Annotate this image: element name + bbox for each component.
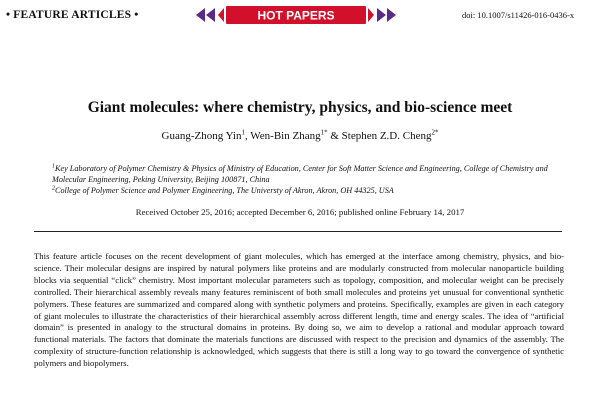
affiliation-text: Key Laboratory of Polymer Chemistry & Physics of Ministry of Education, Center for Soft Matter Science and Engineering, College of Chemistry and Molecular Engineering, Peking University, Beijing 100871, China [52, 164, 548, 184]
divider [34, 231, 562, 232]
left-inner-arrow-icon [206, 8, 215, 22]
article-title: Giant molecules: where chemistry, physics, and bio-science meet [87, 99, 513, 116]
author-name: Guang-Zhong Yin [161, 130, 242, 142]
banner-label: HOT PAPERS [257, 8, 335, 23]
author-affiliation-mark: 2* [431, 128, 439, 137]
left-outer-arrow-icon [196, 8, 205, 22]
author-affiliation-mark: 1* [320, 128, 328, 137]
abstract: This feature article focuses on the recent development of giant molecules, which has emerged at the interface among chemistry, physics, and bio-science. Their molecular designs are inspired by natural polymers like proteins and are modularly constructed from molecular nanoparticle building blocks via sequential “click” chemistry. Most important molecular parameters such as topology, composition, and molecular weight can be precisely controlled. Their hierarchical assembly reveals many features reminiscent of both small molecules and proteins yet unusual for conventional synthetic polymers. These features are summarized and compared along with synthetic polymers and proteins. Specifically, examples are given in each category of giant molecules to illustrate the characteristics of their hierarchical assembly across different length, time and energy scales. The idea of “artificial domain” is presented in analogy to the structural domains in proteins. By doing so, we aim to develop a rational and modular approach toward functional materials. The factors that dominate the materials functions are discussed with respect to the precision and dynamics of the assembly. The complexity of structure-function relationship is acknowledged, which suggests that there is still a long way to go toward the convergence of synthetic polymers and biopolymers. [34, 251, 564, 369]
author-name: Wen-Bin Zhang [250, 130, 321, 142]
affiliation [52, 163, 572, 185]
affiliation [52, 185, 572, 196]
journal-header [0, 6, 600, 24]
doi-label: doi: 10.1007/s11426-016-0436-x [462, 10, 575, 20]
author-separator: , [244, 130, 251, 142]
publication-dates: Received October 25, 2016; accepted December 6, 2016; published online February 14, 2017 [135, 207, 465, 217]
author-affiliation-mark: 1 [241, 128, 245, 137]
right-outer-arrow-icon [387, 8, 396, 22]
section-label: • FEATURE ARTICLES • [6, 9, 139, 21]
affiliation-mark: 1 [52, 163, 55, 170]
author-separator: & [327, 130, 342, 142]
banner-right-chevron-icon [368, 8, 374, 22]
author-name: Stephen Z.D. Cheng [341, 130, 432, 142]
banner-left-chevron-icon [218, 8, 224, 22]
affiliation-text: College of Polymer Science and Polymer Engineering, The Universty of Akron, Akron, OH 44325, USA [55, 186, 394, 195]
right-inner-arrow-icon [377, 8, 386, 22]
affiliation-mark: 2 [52, 185, 55, 192]
author-list [0, 130, 600, 142]
hot-papers-banner [196, 6, 396, 24]
